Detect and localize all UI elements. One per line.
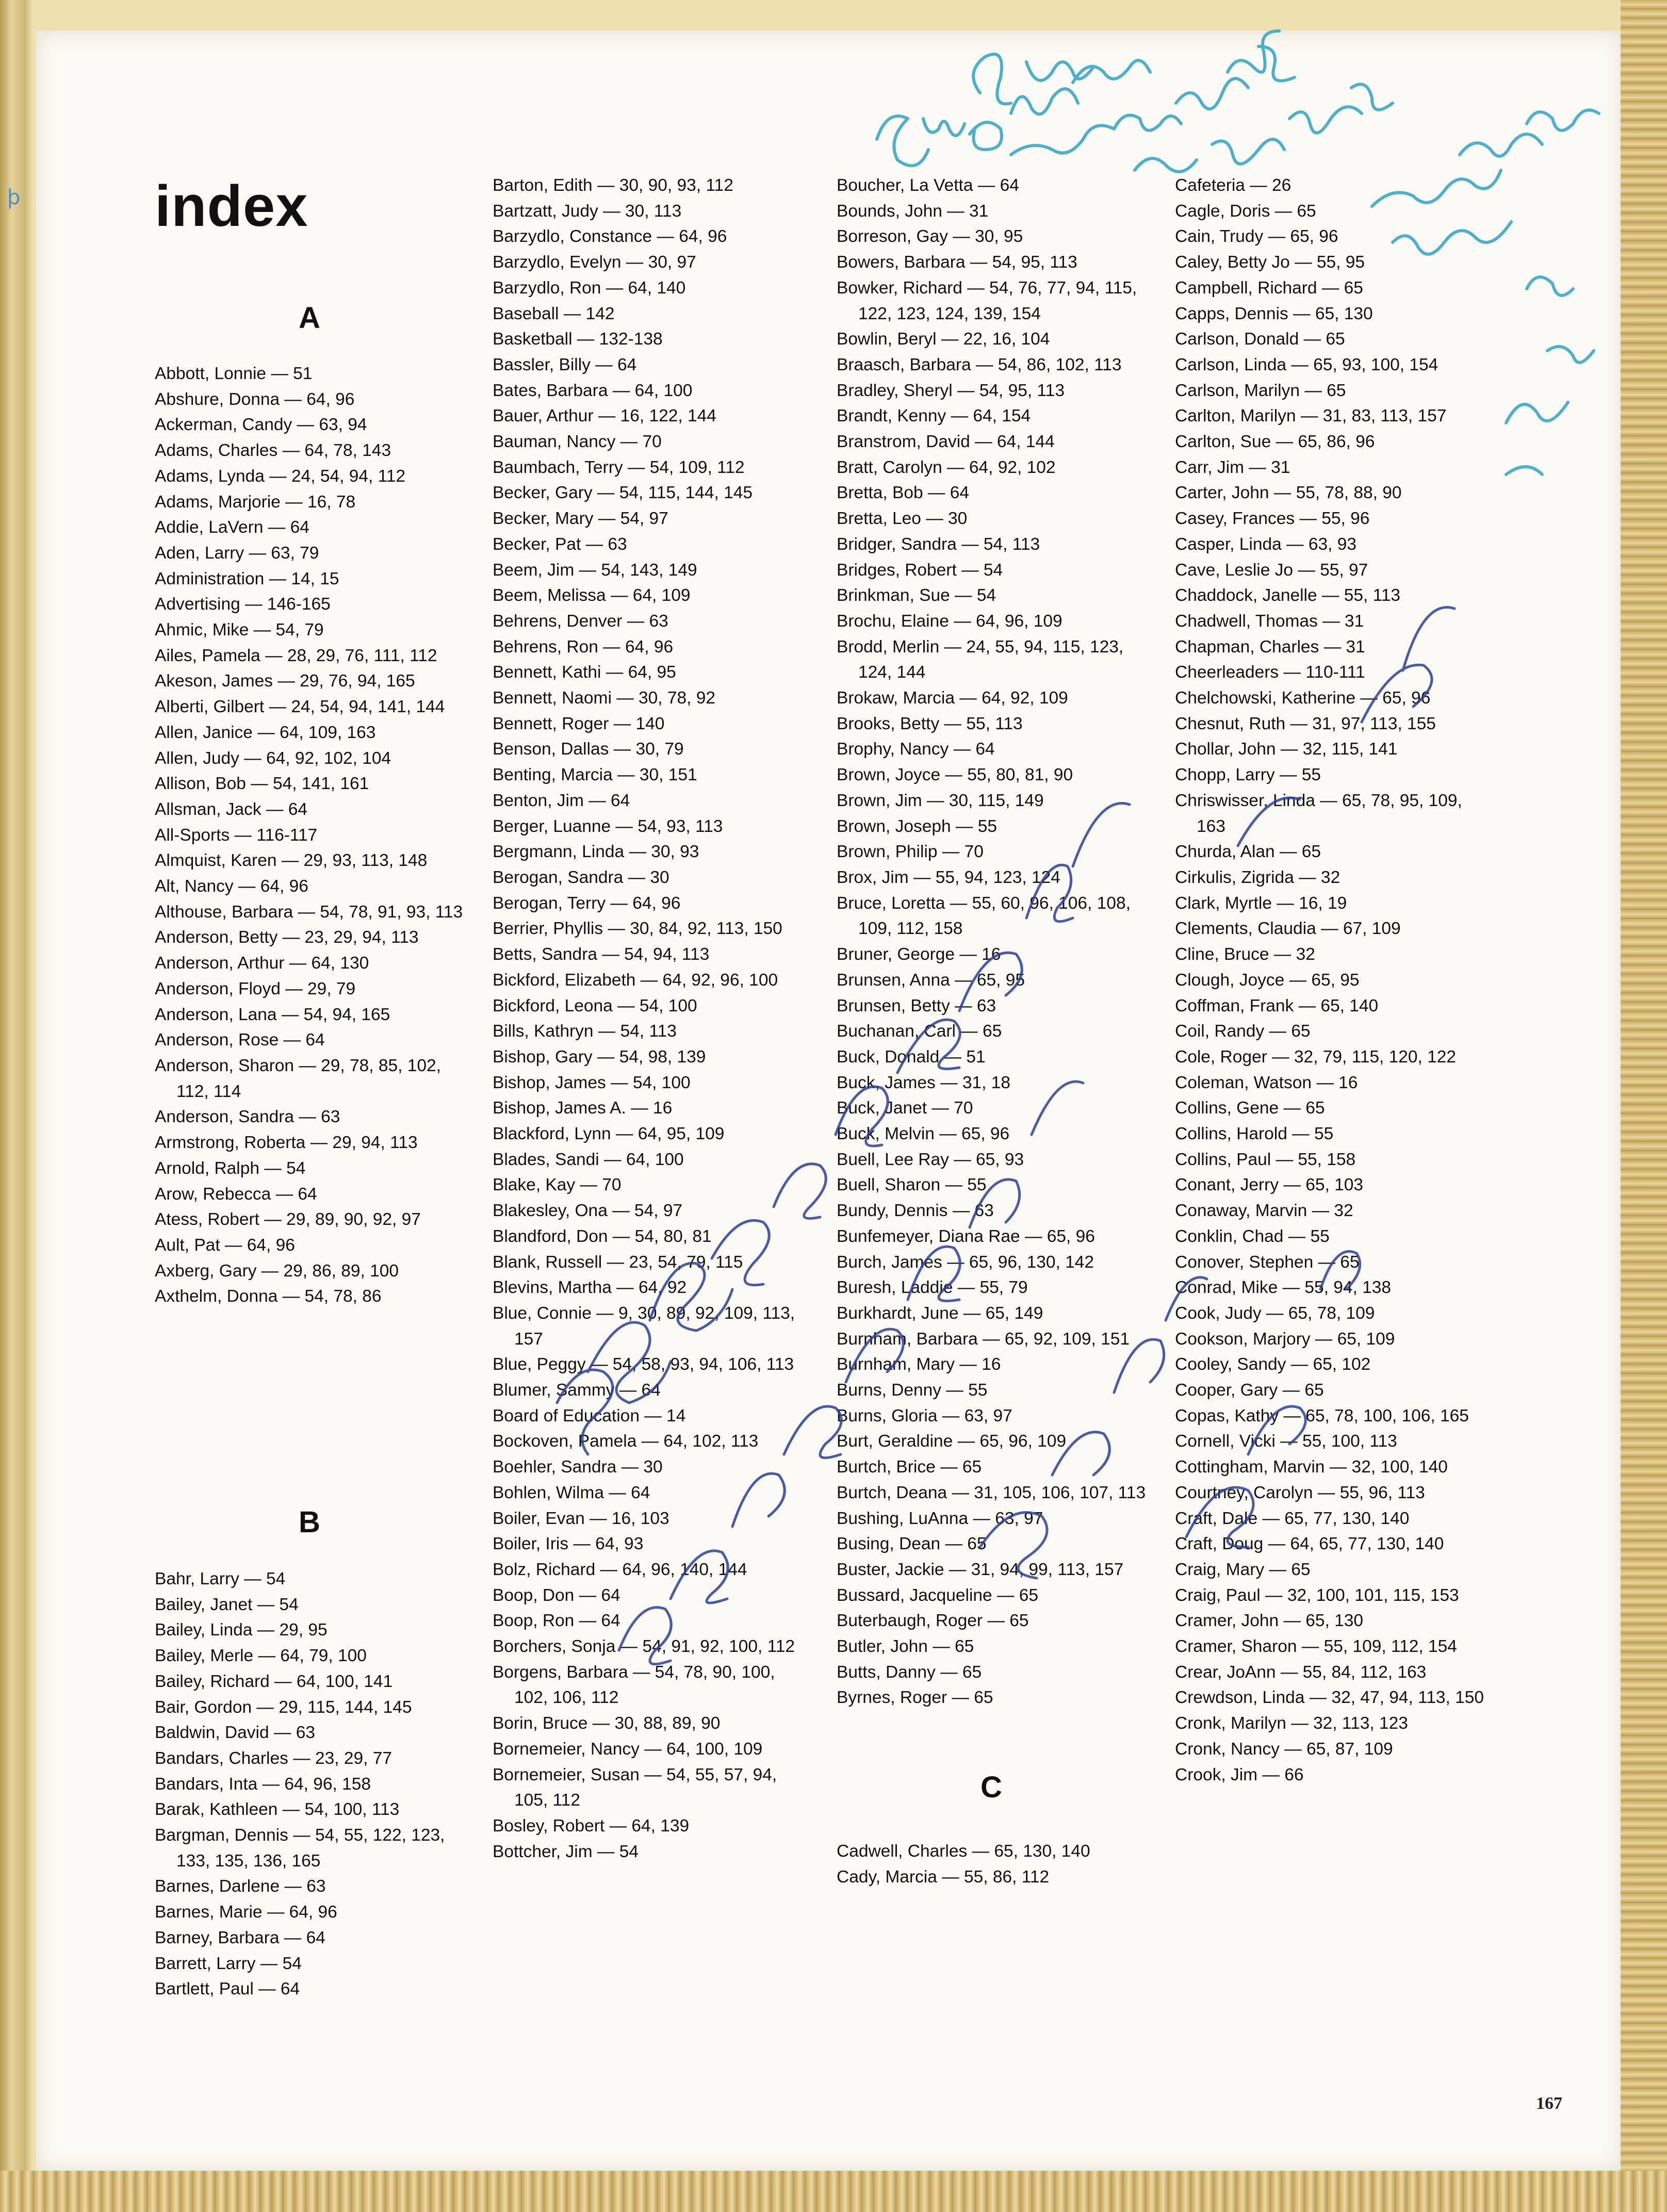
index-entry: Cramer, John — 65, 130 xyxy=(1175,1611,1363,1631)
index-entry: Carlton, Sue — 65, 86, 96 xyxy=(1175,432,1375,452)
index-entry: Coleman, Watson — 16 xyxy=(1175,1073,1358,1092)
index-column-b3 xyxy=(837,173,1146,1711)
index-entry: Crear, JoAnn — 55, 84, 112, 163 xyxy=(1175,1662,1427,1682)
index-entry: Administration — 14, 15 xyxy=(155,569,339,588)
index-entry: Aden, Larry — 63, 79 xyxy=(155,543,319,563)
index-entry: Baumbach, Terry — 54, 109, 112 xyxy=(493,457,745,477)
page-title: index xyxy=(155,174,308,238)
index-entry: Barnes, Marie — 64, 96 xyxy=(155,1903,337,1922)
index-entry: Blades, Sandi — 64, 100 xyxy=(493,1150,684,1169)
index-entry: Advertising — 146-165 xyxy=(155,595,331,614)
index-entry: Bates, Barbara — 64, 100 xyxy=(493,381,693,400)
index-entry: Bishop, James — 54, 100 xyxy=(493,1073,691,1092)
index-entry: Cady, Marcia — 55, 86, 112 xyxy=(837,1867,1050,1887)
index-entry: Brophy, Nancy — 64 xyxy=(837,740,995,759)
index-entry: Adams, Lynda — 24, 54, 94, 112 xyxy=(155,466,406,486)
index-entry: Chollar, John — 32, 115, 141 xyxy=(1175,740,1398,759)
index-entry: Bruce, Loretta — 55, 60, 96, 106, 108, 109, 112, 158 xyxy=(837,893,1131,939)
index-entry: Brown, Philip — 70 xyxy=(837,842,984,862)
index-entry: Braasch, Barbara — 54, 86, 102, 113 xyxy=(837,355,1122,374)
index-entry: Cheerleaders — 110-111 xyxy=(1175,663,1365,682)
index-entry: Addie, LaVern — 64 xyxy=(155,518,309,537)
index-entry: Borin, Bruce — 30, 88, 89, 90 xyxy=(493,1714,721,1733)
index-entry: Cramer, Sharon — 55, 109, 112, 154 xyxy=(1175,1637,1457,1657)
index-entry: Anderson, Sharon — 29, 78, 85, 102, 112, 114 xyxy=(155,1056,441,1101)
index-entry: Carlson, Linda — 65, 93, 100, 154 xyxy=(1175,355,1439,374)
index-entry: Buster, Jackie — 31, 94, 99, 113, 157 xyxy=(837,1560,1124,1579)
index-entry: Chopp, Larry — 55 xyxy=(1175,765,1321,785)
index-entry: Bergmann, Linda — 30, 93 xyxy=(493,842,699,862)
index-entry: Collins, Paul — 55, 158 xyxy=(1175,1150,1356,1169)
index-column-c2 xyxy=(1175,173,1484,1788)
index-entry: Branstrom, David — 64, 144 xyxy=(837,432,1055,452)
index-entry: Burns, Denny — 55 xyxy=(837,1381,988,1400)
index-entry: Conover, Stephen — 65 xyxy=(1175,1252,1360,1272)
index-entry: Alt, Nancy — 64, 96 xyxy=(155,877,308,896)
index-entry: Brokaw, Marcia — 64, 92, 109 xyxy=(837,689,1068,708)
index-entry: Bundy, Dennis — 63 xyxy=(837,1201,994,1221)
index-entry: Burns, Gloria — 63, 97 xyxy=(837,1406,1012,1425)
index-entry: Barton, Edith — 30, 90, 93, 112 xyxy=(493,176,733,195)
index-entry: Bowers, Barbara — 54, 95, 113 xyxy=(837,253,1077,272)
index-entry: Coffman, Frank — 65, 140 xyxy=(1175,996,1379,1015)
index-entry: Burnham, Barbara — 65, 92, 109, 151 xyxy=(837,1329,1130,1349)
index-entry: Bennett, Kathi — 64, 95 xyxy=(493,663,676,682)
section-letter-b: B xyxy=(299,1505,320,1539)
index-entry: Bolz, Richard — 64, 96, 140, 144 xyxy=(493,1560,747,1579)
index-entry: Brinkman, Sue — 54 xyxy=(837,586,996,605)
index-entry: Clark, Myrtle — 16, 19 xyxy=(1175,893,1347,913)
index-entry: Bennett, Roger — 140 xyxy=(493,714,665,733)
index-entry: Brown, Jim — 30, 115, 149 xyxy=(837,791,1044,810)
index-entry: Cole, Roger — 32, 79, 115, 120, 122 xyxy=(1175,1047,1457,1067)
index-entry: Betts, Sandra — 54, 94, 113 xyxy=(493,945,710,964)
index-entry: Borgens, Barbara — 54, 78, 90, 100, 102, 106, 112 xyxy=(493,1662,775,1708)
index-entry: Allison, Bob — 54, 141, 161 xyxy=(155,774,369,794)
index-entry: Burch, James — 65, 96, 130, 142 xyxy=(837,1252,1094,1272)
index-entry: Adams, Charles — 64, 78, 143 xyxy=(155,441,391,461)
index-entry: Casper, Linda — 63, 93 xyxy=(1175,534,1357,554)
index-entry: Carr, Jim — 31 xyxy=(1175,457,1290,477)
index-entry: Bartlett, Paul — 64 xyxy=(155,1979,300,1999)
index-entry: Chadwell, Thomas — 31 xyxy=(1175,611,1364,631)
page-edge-right xyxy=(1621,0,1667,2212)
index-entry: Ackerman, Candy — 63, 94 xyxy=(155,415,367,435)
index-entry: Bahr, Larry — 54 xyxy=(155,1569,286,1588)
index-entry: Blevins, Martha — 64, 92 xyxy=(493,1278,687,1298)
index-entry: Chaddock, Janelle — 55, 113 xyxy=(1175,586,1401,605)
index-entry: Axthelm, Donna — 54, 78, 86 xyxy=(155,1287,382,1306)
index-entry: Conrad, Mike — 55, 94, 138 xyxy=(1175,1278,1391,1298)
index-entry: Blumer, Sammy — 64 xyxy=(493,1381,661,1400)
index-entry: Blackford, Lynn — 64, 95, 109 xyxy=(493,1124,725,1144)
index-entry: Coil, Randy — 65 xyxy=(1175,1022,1311,1041)
index-entry: Cain, Trudy — 65, 96 xyxy=(1175,227,1338,247)
index-entry: Collins, Gene — 65 xyxy=(1175,1099,1325,1118)
index-entry: Althouse, Barbara — 54, 78, 91, 93, 113 xyxy=(155,902,463,922)
index-entry: Barnes, Darlene — 63 xyxy=(155,1877,326,1896)
index-entry: Bornemeier, Susan — 54, 55, 57, 94, 105, 112 xyxy=(493,1765,777,1810)
index-entry: Bandars, Inta — 64, 96, 158 xyxy=(155,1774,371,1794)
index-entry: Anderson, Betty — 23, 29, 94, 113 xyxy=(155,928,419,947)
index-entry: Churda, Alan — 65 xyxy=(1175,842,1321,862)
index-entry: Board of Education — 14 xyxy=(493,1406,686,1425)
index-entry: Barzydlo, Ron — 64, 140 xyxy=(493,278,686,298)
index-entry: Brown, Joyce — 55, 80, 81, 90 xyxy=(837,765,1073,785)
index-entry: Ault, Pat — 64, 96 xyxy=(155,1235,295,1255)
index-entry: Bounds, John — 31 xyxy=(837,201,989,221)
index-entry: Butler, John — 65 xyxy=(837,1637,974,1657)
index-entry: Bailey, Linda — 29, 95 xyxy=(155,1620,328,1640)
index-entry: Bunfemeyer, Diana Rae — 65, 96 xyxy=(837,1226,1095,1246)
index-entry: Buchanan, Carl — 65 xyxy=(837,1022,1002,1041)
index-entry: Copas, Kathy — 65, 78, 100, 106, 165 xyxy=(1175,1406,1469,1425)
index-entry: Bauman, Nancy — 70 xyxy=(493,432,662,452)
index-entry: Cafeteria — 26 xyxy=(1175,176,1292,195)
index-entry: Bowlin, Beryl — 22, 16, 104 xyxy=(837,330,1050,349)
spine-mark: ϸ xyxy=(7,186,21,209)
index-entry: Chapman, Charles — 31 xyxy=(1175,637,1365,657)
index-entry: Bartzatt, Judy — 30, 113 xyxy=(493,201,682,221)
index-entry: Chriswisser, Linda — 65, 78, 95, 109, 163 xyxy=(1175,791,1462,836)
index-entry: Ahmic, Mike — 54, 79 xyxy=(155,620,324,640)
index-entry: Burtch, Deana — 31, 105, 106, 107, 113 xyxy=(837,1483,1146,1502)
index-entry: Cronk, Nancy — 65, 87, 109 xyxy=(1175,1739,1393,1759)
section-letter-a: A xyxy=(299,301,320,335)
index-entry: Brooks, Betty — 55, 113 xyxy=(837,714,1023,733)
index-entry: Cline, Bruce — 32 xyxy=(1175,945,1315,964)
index-entry: Carlton, Marilyn — 31, 83, 113, 157 xyxy=(1175,406,1447,426)
index-entry: Bretta, Bob — 64 xyxy=(837,483,969,503)
index-entry: Conklin, Chad — 55 xyxy=(1175,1226,1330,1246)
index-entry: Abshure, Donna — 64, 96 xyxy=(155,389,355,409)
index-entry: Blue, Peggy — 54, 58, 93, 94, 106, 113 xyxy=(493,1355,794,1374)
index-entry: Bornemeier, Nancy — 64, 100, 109 xyxy=(493,1739,763,1759)
index-entry: Buterbaugh, Roger — 65 xyxy=(837,1611,1029,1631)
index-entry: Burt, Geraldine — 65, 96, 109 xyxy=(837,1432,1067,1451)
index-entry: Buell, Lee Ray — 65, 93 xyxy=(837,1150,1024,1169)
index-entry: Brunsen, Betty — 63 xyxy=(837,996,996,1015)
index-entry: Bradley, Sheryl — 54, 95, 113 xyxy=(837,381,1065,400)
index-entry: Bosley, Robert — 64, 139 xyxy=(493,1816,690,1836)
index-column-b1 xyxy=(155,1566,464,2002)
index-entry: Behrens, Ron — 64, 96 xyxy=(493,637,674,657)
index-entry: Boucher, La Vetta — 64 xyxy=(837,176,1019,195)
index-entry: Bowker, Richard — 54, 76, 77, 94, 115, 122, 123, 124, 139, 154 xyxy=(837,278,1137,323)
index-entry: Cirkulis, Zigrida — 32 xyxy=(1175,867,1341,887)
index-column-b2 xyxy=(493,173,802,1864)
index-entry: Bussard, Jacqueline — 65 xyxy=(837,1585,1039,1605)
index-entry: Blank, Russell — 23, 54, 79, 115 xyxy=(493,1252,743,1272)
index-entry: Becker, Pat — 63 xyxy=(493,534,627,554)
index-entry: Blakesley, Ona — 54, 97 xyxy=(493,1201,683,1221)
index-entry: Allen, Janice — 64, 109, 163 xyxy=(155,723,376,742)
index-entry: Akeson, James — 29, 76, 94, 165 xyxy=(155,671,415,691)
index-entry: Bargman, Dennis — 54, 55, 122, 123, 133, 135, 136, 165 xyxy=(155,1826,445,1871)
index-entry: Borchers, Sonja — 54, 91, 92, 100, 112 xyxy=(493,1637,795,1657)
index-entry: Buresh, Laddie — 55, 79 xyxy=(837,1278,1028,1298)
index-entry: Craig, Mary — 65 xyxy=(1175,1560,1311,1579)
index-entry: Brox, Jim — 55, 94, 123, 124 xyxy=(837,867,1060,887)
index-entry: Butts, Danny — 65 xyxy=(837,1662,982,1682)
index-entry: Collins, Harold — 55 xyxy=(1175,1124,1334,1144)
index-entry: Benting, Marcia — 30, 151 xyxy=(493,765,697,785)
index-entry: Bottcher, Jim — 54 xyxy=(493,1842,639,1861)
index-entry: Axberg, Gary — 29, 86, 89, 100 xyxy=(155,1261,399,1281)
index-entry: Casey, Frances — 55, 96 xyxy=(1175,509,1370,529)
index-entry: Abbott, Lonnie — 51 xyxy=(155,364,313,383)
index-entry: Beem, Melissa — 64, 109 xyxy=(493,586,691,605)
index-entry: Blandford, Don — 54, 80, 81 xyxy=(493,1226,712,1246)
index-entry: Cagle, Doris — 65 xyxy=(1175,201,1316,221)
index-entry: Chelchowski, Katherine — 65, 96 xyxy=(1175,689,1431,708)
index-entry: Bandars, Charles — 23, 29, 77 xyxy=(155,1748,392,1768)
index-entry: Conaway, Marvin — 32 xyxy=(1175,1201,1353,1221)
index-entry: Arnold, Ralph — 54 xyxy=(155,1158,306,1178)
index-entry: Cook, Judy — 65, 78, 109 xyxy=(1175,1303,1375,1323)
index-entry: Busing, Dean — 65 xyxy=(837,1534,987,1554)
index-entry: Armstrong, Roberta — 29, 94, 113 xyxy=(155,1133,418,1153)
index-entry: Bridges, Robert — 54 xyxy=(837,560,1003,580)
index-entry: Boop, Ron — 64 xyxy=(493,1611,620,1631)
index-entry: Berrier, Phyllis — 30, 84, 92, 113, 150 xyxy=(493,919,782,939)
index-entry: Cronk, Marilyn — 32, 113, 123 xyxy=(1175,1714,1408,1733)
index-entry: Bickford, Elizabeth — 64, 92, 96, 100 xyxy=(493,970,778,990)
index-entry: Campbell, Richard — 65 xyxy=(1175,278,1363,298)
index-entry: Brandt, Kenny — 64, 154 xyxy=(837,406,1031,426)
index-entry: Arow, Rebecca — 64 xyxy=(155,1184,317,1204)
index-entry: Bennett, Naomi — 30, 78, 92 xyxy=(493,689,716,708)
index-entry: Bauer, Arthur — 16, 122, 144 xyxy=(493,406,716,426)
index-entry: Bickford, Leona — 54, 100 xyxy=(493,996,697,1015)
index-entry: Baldwin, David — 63 xyxy=(155,1723,315,1743)
index-entry: Courtney, Carolyn — 55, 96, 113 xyxy=(1175,1483,1425,1502)
index-entry: Bailey, Merle — 64, 79, 100 xyxy=(155,1646,367,1666)
index-entry: Atess, Robert — 29, 89, 90, 92, 97 xyxy=(155,1210,421,1230)
index-entry: Bishop, James A. — 16 xyxy=(493,1099,673,1118)
index-entry: Craig, Paul — 32, 100, 101, 115, 153 xyxy=(1175,1585,1459,1605)
index-entry: Barrett, Larry — 54 xyxy=(155,1954,302,1973)
index-entry: Benson, Dallas — 30, 79 xyxy=(493,740,684,759)
index-entry: Barzydlo, Constance — 64, 96 xyxy=(493,227,727,247)
index-entry: Bratt, Carolyn — 64, 92, 102 xyxy=(837,457,1056,477)
index-entry: Anderson, Sandra — 63 xyxy=(155,1107,340,1127)
index-entry: Baseball — 142 xyxy=(493,304,615,323)
index-entry: Buck, Melvin — 65, 96 xyxy=(837,1124,1010,1144)
index-entry: Berogan, Terry — 64, 96 xyxy=(493,893,681,913)
index-entry: Bockoven, Pamela — 64, 102, 113 xyxy=(493,1432,759,1451)
index-entry: Bohlen, Wilma — 64 xyxy=(493,1483,650,1502)
index-entry: Crewdson, Linda — 32, 47, 94, 113, 150 xyxy=(1175,1688,1484,1708)
index-entry: All-Sports — 116-117 xyxy=(155,825,318,845)
index-entry: Bruner, George — 16 xyxy=(837,945,1001,964)
page-number: 167 xyxy=(1536,2094,1562,2113)
index-entry: Cookson, Marjory — 65, 109 xyxy=(1175,1329,1395,1349)
index-entry: Berogan, Sandra — 30 xyxy=(493,867,669,887)
index-column-c1 xyxy=(837,1839,1146,1890)
index-entry: Barak, Kathleen — 54, 100, 113 xyxy=(155,1800,400,1820)
index-entry: Craft, Doug — 64, 65, 77, 130, 140 xyxy=(1175,1534,1444,1554)
index-entry: Brunsen, Anna — 65, 95 xyxy=(837,970,1025,990)
section-letter-c: C xyxy=(980,1771,1002,1804)
index-entry: Cave, Leslie Jo — 55, 97 xyxy=(1175,560,1368,580)
index-entry: Bassler, Billy — 64 xyxy=(493,355,637,374)
index-entry: Bushing, LuAnna — 63, 97 xyxy=(837,1509,1043,1528)
index-entry: Craft, Dale — 65, 77, 130, 140 xyxy=(1175,1509,1410,1528)
index-entry: Anderson, Arthur — 64, 130 xyxy=(155,954,369,973)
index-entry: Cooper, Gary — 65 xyxy=(1175,1381,1324,1400)
index-entry: Cottingham, Marvin — 32, 100, 140 xyxy=(1175,1457,1448,1477)
page-edge-bottom xyxy=(0,2171,1667,2212)
index-entry: Capps, Dennis — 65, 130 xyxy=(1175,304,1373,323)
index-entry: Carlson, Marilyn — 65 xyxy=(1175,381,1346,400)
index-column-a xyxy=(155,361,464,1309)
index-entry: Bills, Kathryn — 54, 113 xyxy=(493,1022,677,1041)
index-entry: Borreson, Gay — 30, 95 xyxy=(837,227,1023,247)
index-entry: Bailey, Richard — 64, 100, 141 xyxy=(155,1672,393,1691)
index-entry: Bridger, Sandra — 54, 113 xyxy=(837,534,1040,554)
index-entry: Brochu, Elaine — 64, 96, 109 xyxy=(837,611,1063,631)
index-entry: Boiler, Iris — 64, 93 xyxy=(493,1534,644,1554)
index-entry: Burtch, Brice — 65 xyxy=(837,1457,982,1477)
index-entry: Bishop, Gary — 54, 98, 139 xyxy=(493,1047,706,1067)
index-entry: Alberti, Gilbert — 24, 54, 94, 141, 144 xyxy=(155,697,445,717)
index-entry: Beem, Jim — 54, 143, 149 xyxy=(493,560,697,580)
index-entry: Buck, Donald — 51 xyxy=(837,1047,986,1067)
index-entry: Almquist, Karen — 29, 93, 113, 148 xyxy=(155,851,428,871)
index-entry: Buell, Sharon — 55 xyxy=(837,1175,987,1195)
index-entry: Brodd, Merlin — 24, 55, 94, 115, 123, 124, 144 xyxy=(837,637,1124,682)
index-entry: Ailes, Pamela — 28, 29, 76, 111, 112 xyxy=(155,646,437,665)
index-entry: Cooley, Sandy — 65, 102 xyxy=(1175,1355,1371,1374)
index-entry: Burnham, Mary — 16 xyxy=(837,1355,1001,1374)
index-entry: Benton, Jim — 64 xyxy=(493,791,630,810)
index-entry: Carlson, Donald — 65 xyxy=(1175,330,1345,349)
index-entry: Anderson, Rose — 64 xyxy=(155,1030,325,1050)
index-entry: Conant, Jerry — 65, 103 xyxy=(1175,1175,1363,1195)
index-entry: Basketball — 132-138 xyxy=(493,330,663,349)
index-entry: Cadwell, Charles — 65, 130, 140 xyxy=(837,1842,1090,1861)
index-entry: Chesnut, Ruth — 31, 97, 113, 155 xyxy=(1175,714,1436,733)
index-entry: Clements, Claudia — 67, 109 xyxy=(1175,919,1401,939)
index-entry: Adams, Marjorie — 16, 78 xyxy=(155,492,356,512)
index-entry: Bretta, Leo — 30 xyxy=(837,509,968,529)
index-entry: Boiler, Evan — 16, 103 xyxy=(493,1509,669,1528)
index-entry: Barney, Barbara — 64 xyxy=(155,1928,325,1947)
index-entry: Byrnes, Roger — 65 xyxy=(837,1688,993,1708)
index-entry: Barzydlo, Evelyn — 30, 97 xyxy=(493,253,696,272)
index-entry: Allsman, Jack — 64 xyxy=(155,799,308,819)
index-entry: Becker, Mary — 54, 97 xyxy=(493,509,668,529)
index-entry: Brown, Joseph — 55 xyxy=(837,816,997,836)
index-entry: Berger, Luanne — 54, 93, 113 xyxy=(493,816,723,836)
index-entry: Cornell, Vicki — 55, 100, 113 xyxy=(1175,1432,1397,1451)
index-entry: Caley, Betty Jo — 55, 95 xyxy=(1175,253,1365,272)
index-entry: Burkhardt, June — 65, 149 xyxy=(837,1303,1043,1323)
index-entry: Boop, Don — 64 xyxy=(493,1585,620,1605)
index-entry: Carter, John — 55, 78, 88, 90 xyxy=(1175,483,1402,503)
index-entry: Boehler, Sandra — 30 xyxy=(493,1457,663,1477)
index-entry: Allen, Judy — 64, 92, 102, 104 xyxy=(155,748,391,768)
index-entry: Behrens, Denver — 63 xyxy=(493,611,668,631)
index-entry: Anderson, Floyd — 29, 79 xyxy=(155,979,356,998)
index-entry: Crook, Jim — 66 xyxy=(1175,1765,1304,1784)
index-entry: Anderson, Lana — 54, 94, 165 xyxy=(155,1005,390,1024)
index-entry: Buck, Janet — 70 xyxy=(837,1099,973,1118)
index-entry: Bair, Gordon — 29, 115, 144, 145 xyxy=(155,1697,412,1717)
index-entry: Clough, Joyce — 65, 95 xyxy=(1175,970,1360,990)
index-entry: Becker, Gary — 54, 115, 144, 145 xyxy=(493,483,753,503)
index-entry: Buck, James — 31, 18 xyxy=(837,1073,1011,1092)
index-entry: Blue, Connie — 9, 30, 89, 92, 109, 113, 157 xyxy=(493,1303,795,1349)
index-entry: Blake, Kay — 70 xyxy=(493,1175,622,1195)
index-entry: Bailey, Janet — 54 xyxy=(155,1595,299,1614)
